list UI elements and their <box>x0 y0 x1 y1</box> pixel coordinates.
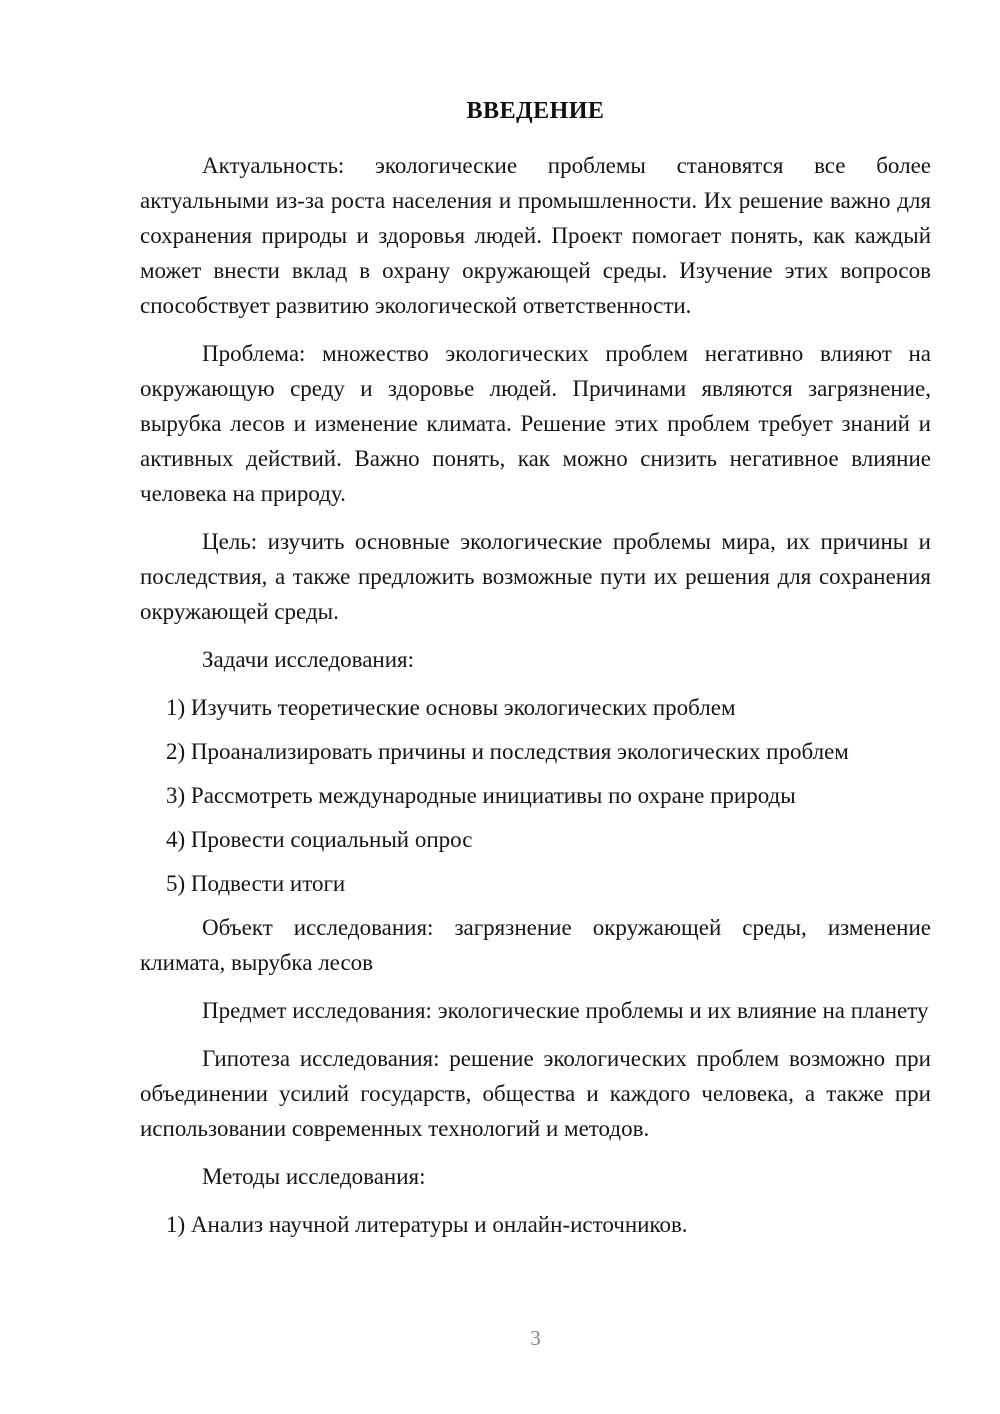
tasks-heading: Задачи исследования: <box>202 647 415 672</box>
paragraph-problem: Проблема: множество экологических проблем негативно влияют на окружающую среду и здоровье людей. Причинами являются загрязнение, вырубка лесов и изменение климата. Решение этих проблем требует знаний и активных действий. Важно понять, как можно снизить негативное влияние человека на природу. <box>140 341 931 506</box>
method-item-1: 1) Анализ научной литературы и онлайн-источников. <box>166 1212 688 1237</box>
paragraph-object: Объект исследования: загрязнение окружающей среды, изменение климата, вырубка лесов <box>140 915 931 975</box>
page-title: ВВЕДЕНИЕ <box>466 98 605 124</box>
task-item-5: 5) Подвести итоги <box>166 871 346 896</box>
paragraph-subject: Предмет исследования: экологические проблемы и их влияние на планету <box>202 998 929 1023</box>
methods-heading: Методы исследования: <box>202 1164 426 1189</box>
paragraph-goal: Цель: изучить основные экологические проблемы мира, их причины и последствия, а также предложить возможные пути их решения для сохранения окружающей среды. <box>140 529 931 624</box>
paragraph-hypothesis: Гипотеза исследования: решение экологических проблем возможно при объединении усилий государств, общества и каждого человека, а также при использовании современных технологий и методов. <box>140 1046 931 1141</box>
task-item-2: 2) Проанализировать причины и последствия экологических проблем <box>166 739 849 764</box>
paragraph-relevance: Актуальность: экологические проблемы становятся все более актуальными из-за роста населения и промышленности. Их решение важно для сохранения природы и здоровья людей. Проект помогает понять, как каждый может внести вклад в охрану окружающей среды. Изучение этих вопросов способствует развитию экологической ответственности. <box>140 153 931 318</box>
task-item-4: 4) Провести социальный опрос <box>166 827 473 852</box>
page-number: 3 <box>530 1326 541 1350</box>
document-content <box>140 94 931 1251</box>
task-item-1: 1) Изучить теоретические основы экологических проблем <box>166 695 736 720</box>
task-item-3: 3) Рассмотреть международные инициативы по охране природы <box>166 783 796 808</box>
tasks-list <box>140 690 931 901</box>
